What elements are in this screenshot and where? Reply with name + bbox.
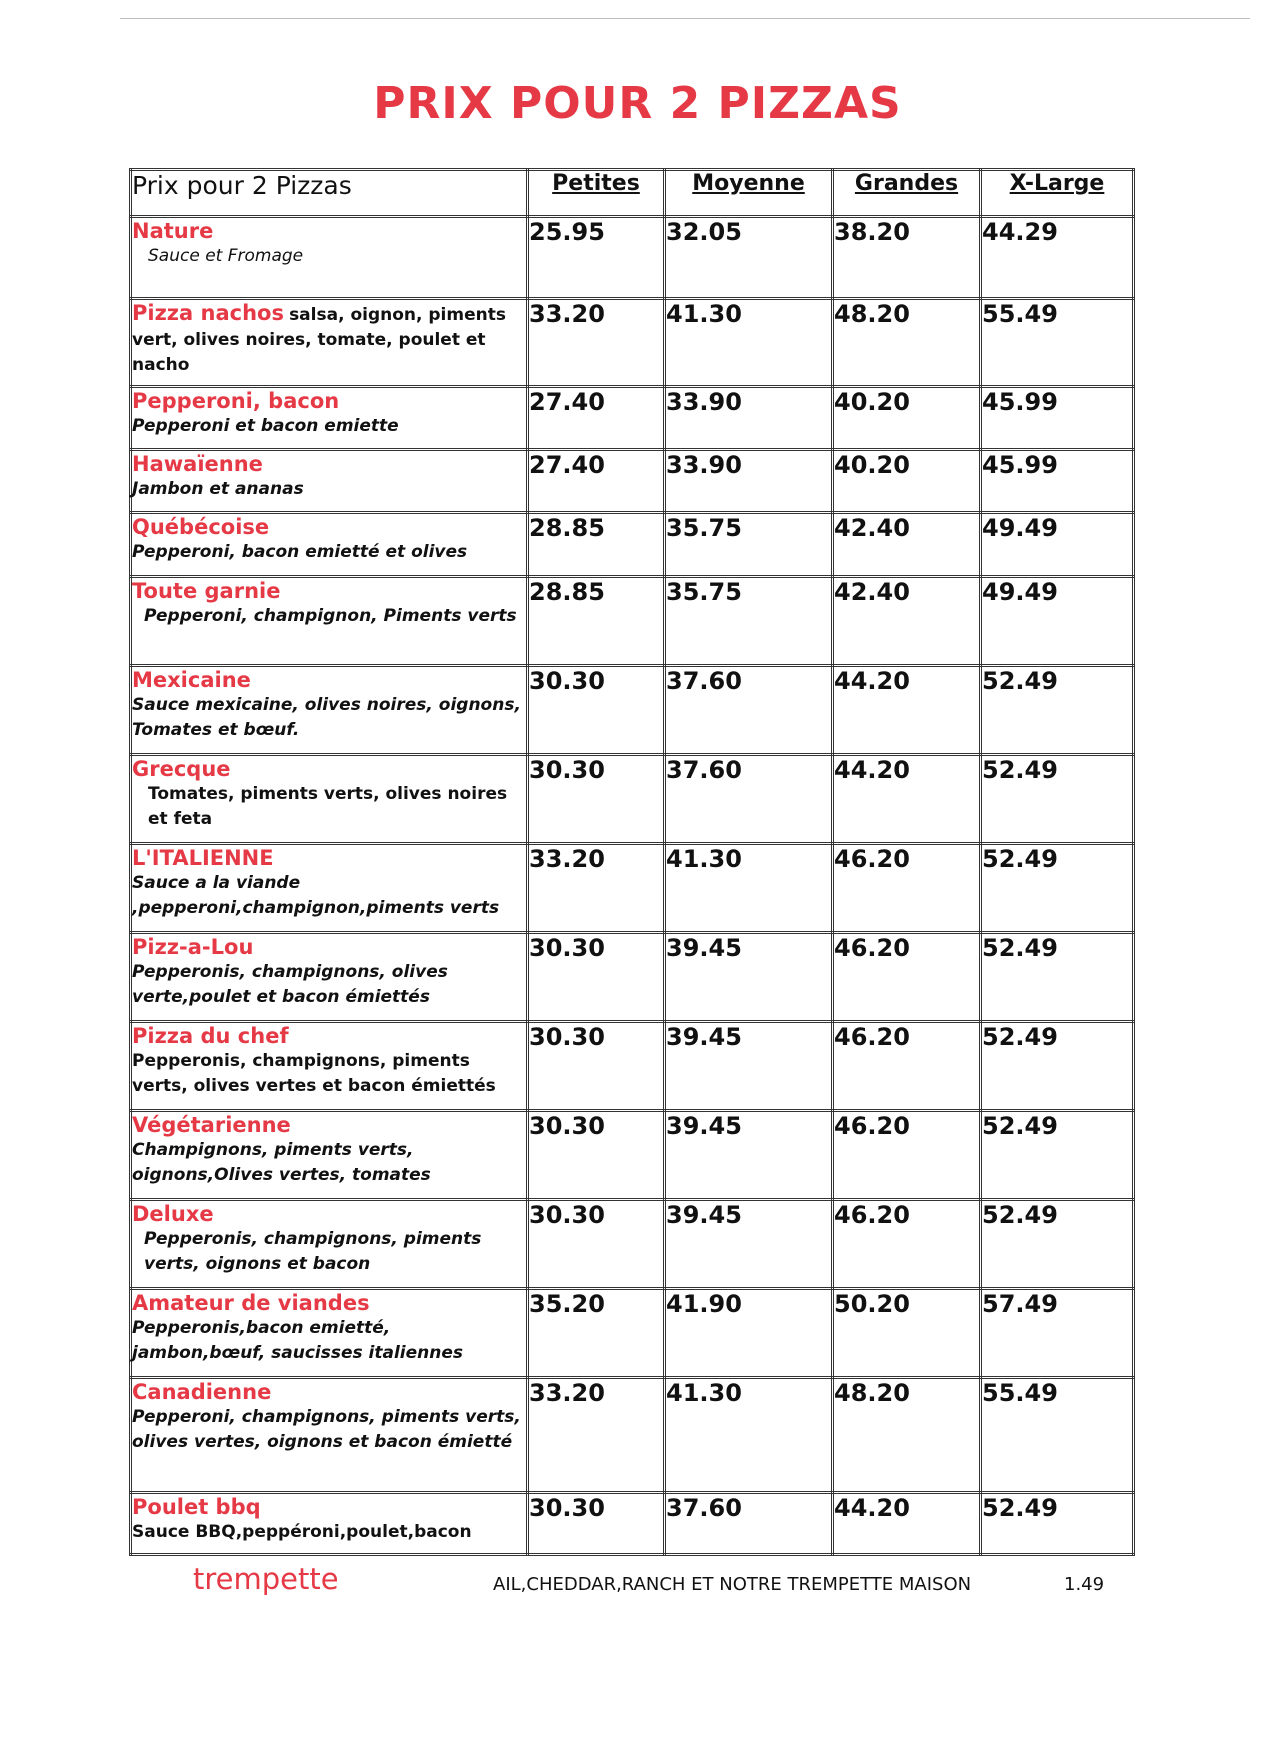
- price-moyenne: 37.60: [665, 755, 833, 844]
- price-grandes: 38.20: [833, 217, 981, 299]
- item-desc: Pepperoni, champignon, Piments verts: [144, 606, 517, 626]
- table-header-row: [131, 170, 1134, 217]
- price-petites: 30.30: [528, 666, 665, 755]
- price-moyenne: 39.45: [665, 1022, 833, 1111]
- price-petites: 25.95: [528, 217, 665, 299]
- item-desc: Pepperonis, champignons, piments verts, oignons et bacon: [144, 1229, 482, 1274]
- price-table: [129, 168, 1135, 1556]
- price-grandes: 46.20: [833, 1200, 981, 1289]
- table-row: [131, 666, 1134, 755]
- dip-footer: [129, 1562, 1132, 1602]
- price-xlarge: 44.29: [981, 217, 1134, 299]
- item-name: L'ITALIENNE: [132, 846, 274, 870]
- table-row: [131, 450, 1134, 513]
- item-cell: [131, 755, 528, 844]
- price-xlarge: 45.99: [981, 450, 1134, 513]
- price-petites: 30.30: [528, 1111, 665, 1200]
- item-desc: salsa, oignon, piments vert, olives noires, tomate, poulet et nacho: [132, 305, 506, 375]
- price-moyenne: 37.60: [665, 1493, 833, 1555]
- price-moyenne: 39.45: [665, 1111, 833, 1200]
- page-title: PRIX POUR 2 PIZZAS: [373, 78, 902, 129]
- price-xlarge: 52.49: [981, 1200, 1134, 1289]
- scan-edge-line: [120, 18, 1250, 19]
- price-moyenne: 41.90: [665, 1289, 833, 1378]
- item-desc: Sauce mexicaine, olives noires, oignons, Tomates et bœuf.: [132, 695, 521, 740]
- item-cell: [131, 1378, 528, 1493]
- price-xlarge: 49.49: [981, 577, 1134, 666]
- item-name: Amateur de viandes: [132, 1291, 370, 1315]
- item-cell: [131, 1289, 528, 1378]
- item-name: Grecque: [132, 757, 231, 781]
- price-petites: 28.85: [528, 577, 665, 666]
- item-cell: [131, 450, 528, 513]
- item-cell: [131, 844, 528, 933]
- price-moyenne: 37.60: [665, 666, 833, 755]
- price-grandes: 48.20: [833, 1378, 981, 1493]
- item-cell: [131, 1200, 528, 1289]
- header-xlarge: X-Large: [981, 170, 1134, 217]
- item-name: Pizza nachos: [132, 301, 284, 325]
- table-row: [131, 755, 1134, 844]
- price-petites: 27.40: [528, 450, 665, 513]
- price-grandes: 44.20: [833, 1493, 981, 1555]
- table-row: [131, 577, 1134, 666]
- price-petites: 30.30: [528, 755, 665, 844]
- price-petites: 33.20: [528, 299, 665, 387]
- price-grandes: 46.20: [833, 844, 981, 933]
- item-name: Nature: [132, 219, 214, 243]
- item-name: Pepperoni, bacon: [132, 389, 340, 413]
- table-row: [131, 1289, 1134, 1378]
- price-grandes: 44.20: [833, 666, 981, 755]
- price-xlarge: 52.49: [981, 755, 1134, 844]
- price-moyenne: 41.30: [665, 299, 833, 387]
- table-row: [131, 1200, 1134, 1289]
- price-petites: 35.20: [528, 1289, 665, 1378]
- item-name: Hawaïenne: [132, 452, 263, 476]
- price-moyenne: 35.75: [665, 577, 833, 666]
- item-desc: Pepperoni, bacon emietté et olives: [132, 542, 468, 562]
- price-petites: 33.20: [528, 1378, 665, 1493]
- item-desc: Pepperonis, champignons, piments verts, olives vertes et bacon émiettés: [132, 1051, 496, 1096]
- item-desc: Pepperoni et bacon emiette: [132, 416, 399, 436]
- item-cell: [131, 666, 528, 755]
- price-moyenne: 35.75: [665, 513, 833, 577]
- price-moyenne: 33.90: [665, 387, 833, 450]
- price-petites: 30.30: [528, 1022, 665, 1111]
- item-desc: Pepperonis,bacon emietté, jambon,bœuf, saucisses italiennes: [132, 1318, 464, 1363]
- item-name: Pizza du chef: [132, 1024, 289, 1048]
- price-petites: 28.85: [528, 513, 665, 577]
- price-xlarge: 55.49: [981, 1378, 1134, 1493]
- table-row: [131, 513, 1134, 577]
- item-name: Deluxe: [132, 1202, 214, 1226]
- item-cell: [131, 387, 528, 450]
- dip-label: trempette: [193, 1562, 339, 1596]
- price-grandes: 50.20: [833, 1289, 981, 1378]
- item-cell: [131, 577, 528, 666]
- item-name: Canadienne: [132, 1380, 272, 1404]
- price-xlarge: 52.49: [981, 1022, 1134, 1111]
- item-name: Végétarienne: [132, 1113, 291, 1137]
- price-xlarge: 52.49: [981, 844, 1134, 933]
- item-name: Mexicaine: [132, 668, 251, 692]
- header-moyenne: Moyenne: [665, 170, 833, 217]
- price-grandes: 46.20: [833, 1111, 981, 1200]
- price-moyenne: 39.45: [665, 1200, 833, 1289]
- table-row: [131, 933, 1134, 1022]
- header-name-cell: Prix pour 2 Pizzas: [131, 170, 528, 217]
- item-cell: [131, 933, 528, 1022]
- price-petites: 33.20: [528, 844, 665, 933]
- item-desc: Pepperonis, champignons, olives verte,poulet et bacon émiettés: [132, 962, 448, 1007]
- price-grandes: 40.20: [833, 387, 981, 450]
- price-xlarge: 55.49: [981, 299, 1134, 387]
- item-desc: Pepperoni, champignons, piments verts, olives vertes, oignons et bacon émietté: [132, 1407, 521, 1452]
- price-moyenne: 33.90: [665, 450, 833, 513]
- dip-price: 1.49: [1064, 1574, 1105, 1595]
- price-grandes: 46.20: [833, 1022, 981, 1111]
- price-grandes: 42.40: [833, 577, 981, 666]
- dip-description: AIL,CHEDDAR,RANCH ET NOTRE TREMPETTE MAISON: [493, 1574, 972, 1595]
- table-row: [131, 1022, 1134, 1111]
- item-cell: [131, 513, 528, 577]
- price-grandes: 44.20: [833, 755, 981, 844]
- item-cell: [131, 299, 528, 387]
- price-moyenne: 32.05: [665, 217, 833, 299]
- price-xlarge: 52.49: [981, 1111, 1134, 1200]
- price-petites: 30.30: [528, 1200, 665, 1289]
- item-name: Pizz-a-Lou: [132, 935, 254, 959]
- item-desc: Sauce BBQ,peppéroni,poulet,bacon: [132, 1522, 472, 1542]
- price-xlarge: 52.49: [981, 1493, 1134, 1555]
- price-xlarge: 57.49: [981, 1289, 1134, 1378]
- header-petites: Petites: [528, 170, 665, 217]
- item-cell: [131, 1493, 528, 1555]
- table-row: [131, 1493, 1134, 1555]
- item-cell: [131, 1022, 528, 1111]
- table-row: [131, 1378, 1134, 1493]
- table-row: [131, 217, 1134, 299]
- item-desc: Sauce et Fromage: [148, 246, 304, 266]
- item-name: Québécoise: [132, 515, 270, 539]
- price-xlarge: 52.49: [981, 933, 1134, 1022]
- price-moyenne: 41.30: [665, 844, 833, 933]
- item-desc: Tomates, piments verts, olives noires et feta: [148, 784, 508, 829]
- price-moyenne: 41.30: [665, 1378, 833, 1493]
- price-grandes: 48.20: [833, 299, 981, 387]
- price-xlarge: 45.99: [981, 387, 1134, 450]
- item-desc: Champignons, piments verts, oignons,Olives vertes, tomates: [132, 1140, 431, 1185]
- table-row: [131, 1111, 1134, 1200]
- item-cell: [131, 217, 528, 299]
- price-grandes: 40.20: [833, 450, 981, 513]
- table-row: [131, 844, 1134, 933]
- item-desc: Sauce a la viande ,pepperoni,champignon,piments verts: [132, 873, 500, 918]
- item-desc: Jambon et ananas: [132, 479, 304, 499]
- header-grandes: Grandes: [833, 170, 981, 217]
- table-row: [131, 299, 1134, 387]
- item-name: Toute garnie: [132, 579, 281, 603]
- price-petites: 30.30: [528, 933, 665, 1022]
- price-xlarge: 52.49: [981, 666, 1134, 755]
- item-name: Poulet bbq: [132, 1495, 261, 1519]
- item-cell: [131, 1111, 528, 1200]
- price-moyenne: 39.45: [665, 933, 833, 1022]
- price-xlarge: 49.49: [981, 513, 1134, 577]
- price-petites: 27.40: [528, 387, 665, 450]
- table-row: [131, 387, 1134, 450]
- price-grandes: 46.20: [833, 933, 981, 1022]
- price-grandes: 42.40: [833, 513, 981, 577]
- price-petites: 30.30: [528, 1493, 665, 1555]
